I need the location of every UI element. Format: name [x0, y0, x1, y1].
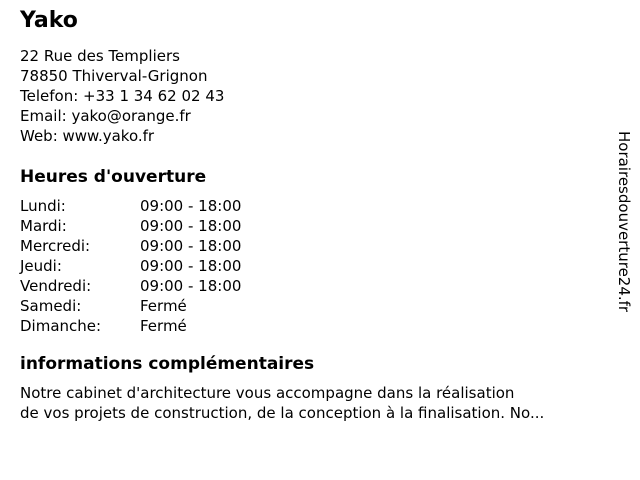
hours-row [20, 256, 640, 276]
hours-row [20, 316, 640, 336]
business-name: Yako [20, 8, 78, 33]
watermark-site-name: Horairesdouverture24.fr [615, 131, 633, 313]
hours-row [20, 196, 640, 216]
hours-time: 09:00 - 18:00 [140, 277, 242, 295]
hours-time: Fermé [140, 317, 187, 335]
hours-row [20, 296, 640, 316]
hours-time: 09:00 - 18:00 [140, 257, 242, 275]
hours-time: 09:00 - 18:00 [140, 217, 242, 235]
hours-row [20, 216, 640, 236]
contact-block [20, 46, 640, 146]
info-text-line: Notre cabinet d'architecture vous accompagne dans la réalisation [20, 384, 515, 402]
hours-time: 09:00 - 18:00 [140, 237, 242, 255]
phone-line: Telefon: +33 1 34 62 02 43 [20, 87, 225, 105]
address-street: 22 Rue des Templiers [20, 47, 180, 65]
hours-day: Mardi: [20, 217, 67, 235]
hours-day: Samedi: [20, 297, 82, 315]
hours-day: Dimanche: [20, 317, 102, 335]
hours-row [20, 276, 640, 296]
hours-time: 09:00 - 18:00 [140, 197, 242, 215]
hours-row [20, 236, 640, 256]
hours-time: Fermé [140, 297, 187, 315]
hours-day: Jeudi: [20, 257, 62, 275]
additional-info-paragraph [20, 383, 632, 423]
address-city: 78850 Thiverval-Grignon [20, 67, 208, 85]
hours-heading: Heures d'ouverture [20, 167, 207, 187]
web-line: Web: www.yako.fr [20, 127, 155, 145]
email-line: Email: yako@orange.fr [20, 107, 191, 125]
hours-day: Lundi: [20, 197, 66, 215]
additional-info-heading: informations complémentaires [20, 354, 315, 374]
hours-day: Mercredi: [20, 237, 91, 255]
hours-table [20, 196, 640, 336]
info-text-line: de vos projets de construction, de la conception à la finalisation. No... [20, 404, 545, 422]
hours-day: Vendredi: [20, 277, 92, 295]
